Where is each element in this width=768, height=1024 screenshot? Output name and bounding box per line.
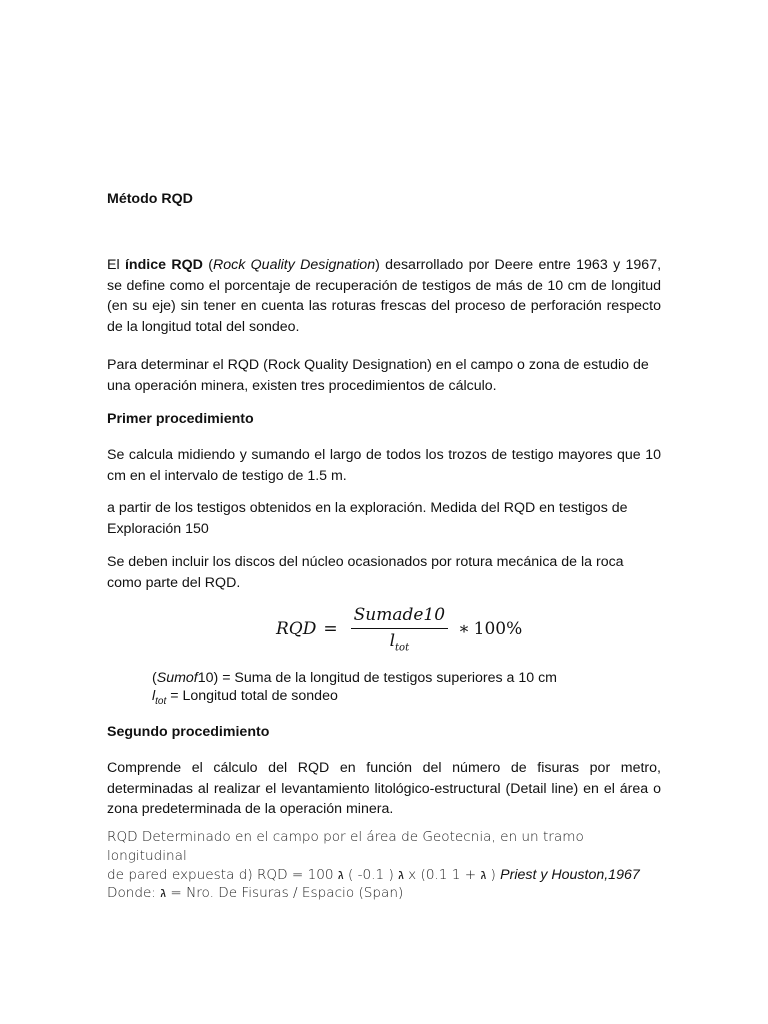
paragraph-segundo-2 xyxy=(107,828,667,885)
paragraph-procedures-intro: Para determinar el RQD (Rock Quality Designation) en el campo o zona de estudio de una operación minera, existen tres procedimientos de cálculo. xyxy=(107,357,649,394)
formula-multiply: ∗ xyxy=(458,619,470,639)
text-run: ( xyxy=(202,257,213,273)
bold-term: índice RQD xyxy=(124,257,203,273)
italic-term: Rock Quality Designation xyxy=(212,257,376,273)
italic-term: Sumof xyxy=(156,670,198,686)
text-line: RQD Determinado en el campo por el área de Geotecnia, en un tramo longitudinal xyxy=(107,829,584,864)
paragraph-rqd-definition xyxy=(107,255,661,337)
paragraph-segundo-1: Comprende el cálculo del RQD en función del número de fisuras por metro, determinadas al realizar el levantamiento litológico-estructural (Detail line) en el área o zona predeterminada de la operación minera. xyxy=(107,760,661,817)
rqd-formula xyxy=(276,603,522,655)
text-run: El xyxy=(107,257,125,273)
formula-fraction xyxy=(351,605,448,653)
formula-equals: = xyxy=(323,619,338,639)
paragraph-donde: Donde: ג = Nro. De Fisuras / Espacio (Span) xyxy=(107,885,404,901)
ltot-base: l xyxy=(152,688,156,704)
text-run: ( xyxy=(152,670,157,686)
definition-ltot xyxy=(152,686,672,712)
page-title: Método RQD xyxy=(107,191,193,207)
text-run: = Longitud total de sondeo xyxy=(166,688,338,704)
formula-numerator: Sumade10 xyxy=(351,605,448,629)
paragraph-primer-2: a partir de los testigos obtenidos en la exploración. Medida del RQD en testigos de Exploración 150 xyxy=(107,500,628,537)
formula-den-base: l xyxy=(389,630,396,651)
formula-denominator xyxy=(390,629,410,653)
citation: Priest y Houston,1967 xyxy=(500,867,640,883)
text-run: ) desarrollado por Deere entre 1963 y 1967, se define como el porcentaje de recuperación de testigos de más de 10 cm de longitud (en su eje) sin tener en cuenta las roturas frescas del proceso de perforación respecto de la longitud total del sondeo. xyxy=(107,257,662,335)
text-run: 10) = Suma de la longitud de testigos superiores a 10 cm xyxy=(197,670,557,686)
heading-primer-procedimiento: Primer procedimiento xyxy=(107,411,254,427)
heading-segundo-procedimiento: Segundo procedimiento xyxy=(107,724,270,740)
formula-lhs: RQD xyxy=(276,619,317,639)
paragraph-primer-1: Se calcula midiendo y sumando el largo de todos los trozos de testigo mayores que 10 cm en el intervalo de testigo de 1.5 m. xyxy=(107,447,661,484)
ltot-sub: tot xyxy=(155,695,167,707)
paragraph-primer-3: Se deben incluir los discos del núcleo ocasionados por rotura mecánica de la roca como parte del RQD. xyxy=(107,554,624,591)
formula-den-sub: tot xyxy=(395,642,410,654)
formula-percent: 100% xyxy=(473,619,523,639)
text-run: de pared expuesta d) RQD = 100 ג ( 0.1- ) ג x (0.1 1 + ג ) xyxy=(107,867,501,883)
